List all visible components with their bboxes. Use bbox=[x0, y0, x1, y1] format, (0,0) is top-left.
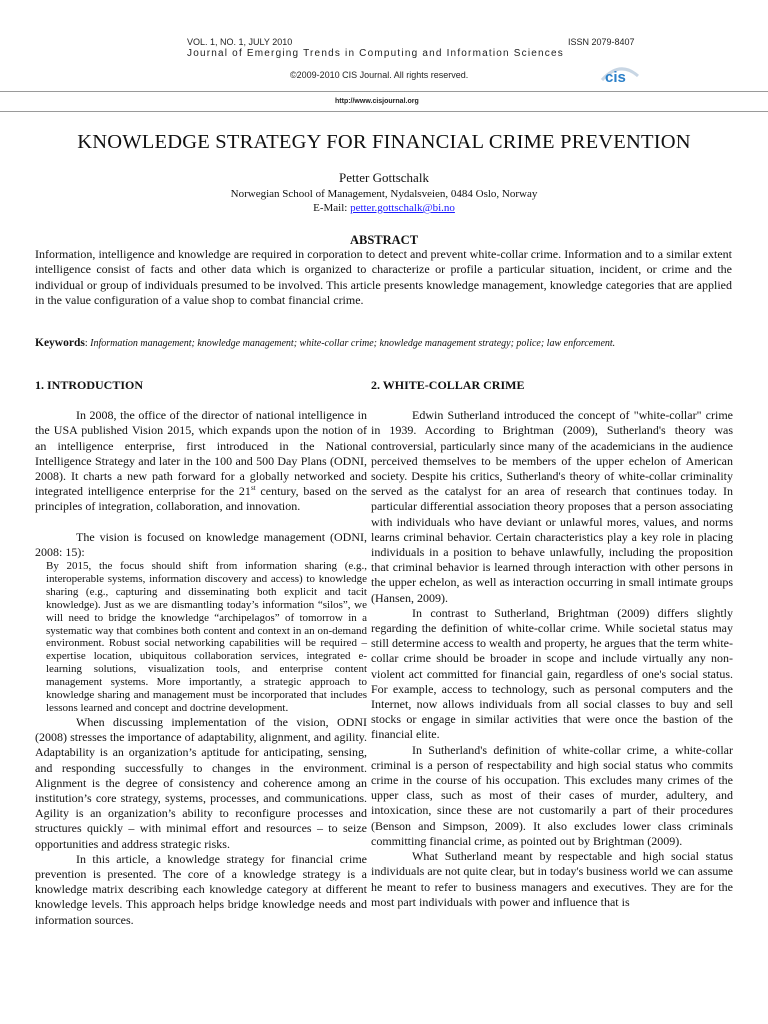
intro-paragraph-3: When discussing implementation of the vision, ODNI (2008) stresses the importance of adaptability, alignment, and agility. Adaptability is an organization’s aptitude for anticipating, sensing, and responding successfully to changes in the environment. Alignment is the degree of consistency and coherence among an institution’s core strategy, systems, processes, and communications. Agility is an organization’s ability to reconfigure processes and structures quickly – with minimal effort and resources – to seize opportunities and address strategic risks. bbox=[35, 714, 367, 851]
header-rule-bottom bbox=[0, 111, 768, 112]
intro-p1-text: In 2008, the office of the director of national intelligence in the USA published Vision 2015, which expands upon the notion of an intelligence enterprise, first introduced in the National Intelligence Strategy and later in the 100 and 500 Day Plans (ODNI, 2008). It charts a new path forward for a globally networked and integrated intelligence enterprise for the 21 bbox=[35, 408, 367, 499]
wcc-paragraph-3: In Sutherland's definition of white-collar crime, a white-collar criminal is a person of respectability and high social status who commits crime in the course of his occupation. This excludes many crimes of the upper class, such as most of their cases of murder, adultery, and intoxication, since these are not customarily a part of their procedures (Benson and Simpson, 2009). It also excludes lower class criminals committing financial crime, as pointed out by Brightman (2009). bbox=[371, 742, 733, 848]
cis-logo bbox=[598, 58, 642, 88]
section-heading-white-collar-crime: 2. WHITE-COLLAR CRIME bbox=[371, 378, 525, 392]
journal-issn: ISSN 2079-8407 bbox=[568, 37, 635, 47]
wcc-paragraph-1: Edwin Sutherland introduced the concept of "white-collar" crime in 1939. According to Brightman (2009), Sutherland's theory was controversial, particularly since many of the academicians in the audience perceived themselves to be members of the upper echelon of American society. Despite his critics, Sutherland's theory of white-collar criminality served as the catalyst for an area of research that continues today. In particular differential association theory proposes that a person associating with individuals who have deviant or unlawful mores, values, and norms learns criminal behavior. Certain characteristics play a key role in placing individuals in a position to behave unlawfully, including the proposition that criminal behavior is learned through interaction with other persons in the upper echelon, as well as interaction occurring in small intimate groups (Hansen, 2009). bbox=[371, 408, 733, 605]
keywords-list: Information management; knowledge management; white-collar crime; knowledge management strategy; police; law enforcement. bbox=[90, 338, 616, 349]
right-column bbox=[371, 378, 733, 910]
wcc-paragraph-4: What Sutherland meant by respectable and high social status individuals are not quite clear, but in today's business world we can assume he meant to refer to business managers and executives. They are for the most part individuals with power and influence that is bbox=[371, 849, 733, 909]
journal-url[interactable]: http://www.cisjournal.org bbox=[335, 98, 419, 105]
copyright-notice: ©2009-2010 CIS Journal. All rights reserved. bbox=[290, 70, 469, 80]
author-name: Petter Gottschalk bbox=[339, 170, 429, 185]
cis-logo-text: cis bbox=[605, 69, 626, 86]
author-affiliation: Norwegian School of Management, Nydalsveien, 0484 Oslo, Norway bbox=[230, 188, 538, 200]
email-link[interactable]: petter.gottschalk@bi.no bbox=[350, 202, 455, 214]
email-label: E-Mail: bbox=[313, 202, 351, 214]
journal-volume: VOL. 1, NO. 1, JULY 2010 bbox=[187, 37, 293, 47]
keywords: Keywords: Information management; knowledge management; white-collar crime; knowledge management strategy; police; law enforcement. bbox=[35, 337, 616, 349]
keywords-label: Keywords bbox=[35, 337, 85, 349]
wcc-paragraph-2: In contrast to Sutherland, Brightman (2009) differs slightly regarding the definition of white-collar crime. While societal status may still determine access to wealth and property, he argues that the term white-collar crime should be broader in scope and include virtually any non-violent act committed for financial gain, regardless of one's social status. For example, access to technology, such as personal computers and the Internet, now allows individuals from all social classes to buy and sell stocks or engage in similar activities that were once the bastion of the financial elite. bbox=[371, 605, 733, 742]
section-heading-introduction: 1. INTRODUCTION bbox=[35, 378, 144, 392]
intro-paragraph-1 bbox=[35, 408, 367, 514]
abstract-text: Information, intelligence and knowledge are required in corporation to detect and prevent white-collar crime. Information and to a similar extent intelligence consist of facts and other data which is organized to characterize or profile a particular situation, incident, or crime and the individual or group of individuals presumed to be involved. This article presents knowledge management, knowledge categories that are applied in the value configuration of a value shop to combat financial crime. bbox=[35, 247, 732, 307]
paper-title: KNOWLEDGE STRATEGY FOR FINANCIAL CRIME PREVENTION bbox=[77, 131, 691, 153]
left-column bbox=[35, 378, 367, 928]
abstract-heading: ABSTRACT bbox=[349, 233, 419, 247]
intro-p1-text-end: century, based on the principles of integration, collaboration, and innovation. bbox=[35, 484, 368, 514]
intro-p1-superscript: st bbox=[250, 484, 256, 493]
intro-paragraph-2: The vision is focused on knowledge management (ODNI, 2008: 15): bbox=[35, 529, 367, 559]
intro-paragraph-4: In this article, a knowledge strategy for financial crime prevention is presented. The core of a knowledge strategy is a knowledge matrix describing each knowledge category at different knowledge levels. This approach helps bridge knowledge needs and information sources. bbox=[35, 851, 367, 927]
block-quote: By 2015, the focus should shift from information sharing (e.g., interoperable systems, information discovery and access) to knowledge sharing (e.g., capturing and disseminating both explicit and tacit knowledge). Just as we are dismantling today’s information “silos”, we will need to bridge the knowledge “archipelagos” of tomorrow in a systematic way that combines both content and context in an on-demand environment. Robust social networking capabilities will be required – expertise location, ubiquitous collaboration services, integrated e-learning solutions, visualization tools, and enterprise content management systems. More importantly, a strategic approach to knowledge sharing and management must be incorporated that includes lessons learned and concept and doctrine development. bbox=[46, 560, 367, 714]
author-email-line bbox=[0, 202, 768, 214]
journal-title: Journal of Emerging Trends in Computing and Information Sciences bbox=[187, 48, 564, 59]
header-rule-top bbox=[0, 91, 768, 92]
